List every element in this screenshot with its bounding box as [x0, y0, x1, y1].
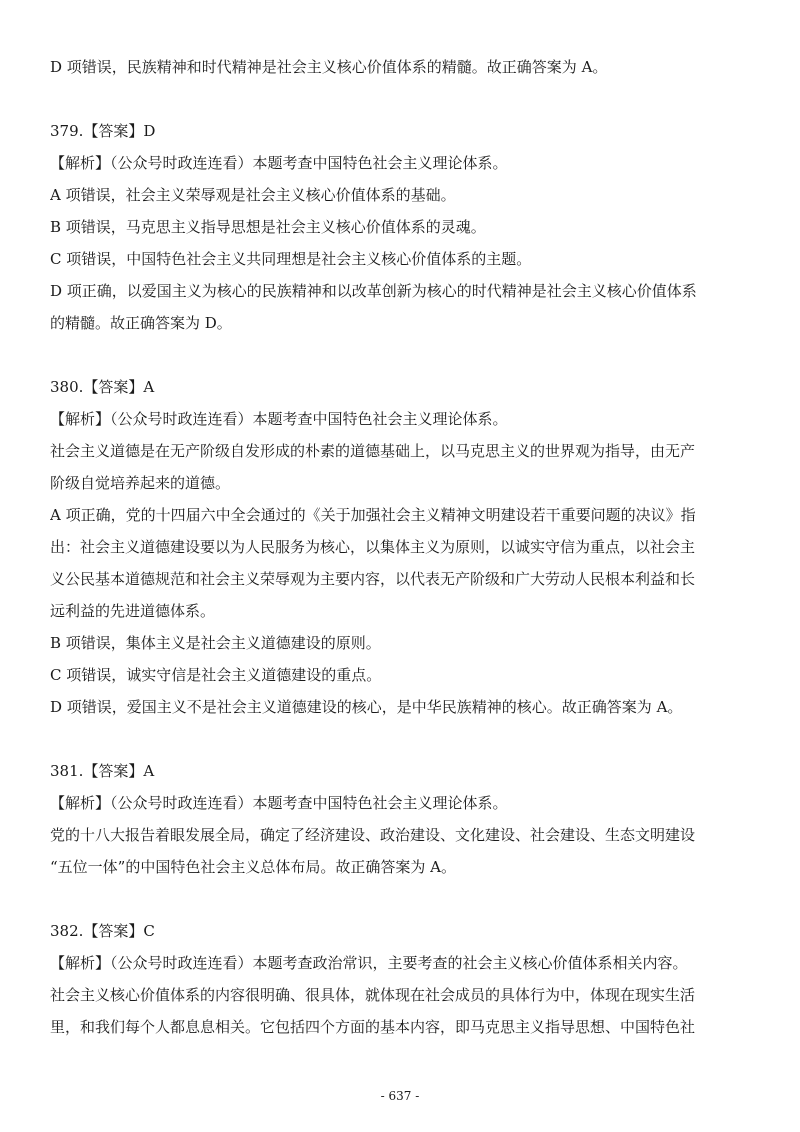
text-line: C 项错误，中国特色社会主义共同理想是社会主义核心价值体系的主题。 — [50, 250, 532, 268]
text-line: 阶级自觉培养起来的道德。 — [50, 474, 231, 492]
text-line: A 项正确，党的十四届六中全会通过的《关于加强社会主义精神文明建设若干重要问题的决议》指 — [50, 506, 696, 524]
text-line: B 项错误，马克思主义指导思想是社会主义核心价值体系的灵魂。 — [50, 218, 486, 236]
text-line: 的精髓。故正确答案为 D。 — [50, 314, 232, 332]
analysis-line: 【解析】（公众号时政连连看）本题考查政治常识，主要考查的社会主义核心价值体系相关内容。 — [50, 954, 688, 972]
text-line: B 项错误，集体主义是社会主义道德建设的原则。 — [50, 634, 381, 652]
text-line: D 项错误，爱国主义不是社会主义道德建设的核心，是中华民族精神的核心。故正确答案为 A。 — [50, 698, 683, 716]
text-line: 党的十八大报告着眼发展全局，确定了经济建设、政治建设、文化建设、社会建设、生态文明建设 — [50, 826, 696, 844]
question-heading: 379.【答案】D — [50, 122, 156, 140]
analysis-line: 【解析】（公众号时政连连看）本题考查中国特色社会主义理论体系。 — [50, 410, 508, 428]
page-number: - 637 - — [380, 1089, 420, 1103]
text-line: 社会主义道德是在无产阶级自发形成的朴素的道德基础上，以马克思主义的世界观为指导，由无产 — [50, 442, 696, 460]
question-heading: 382.【答案】C — [50, 922, 155, 940]
text-line: A 项错误，社会主义荣辱观是社会主义核心价值体系的基础。 — [50, 186, 456, 204]
text-line: “五位一体”的中国特色社会主义总体布局。故正确答案为 A。 — [50, 858, 456, 876]
text-line: 里，和我们每个人都息息相关。它包括四个方面的基本内容，即马克思主义指导思想、中国特色社 — [50, 1018, 696, 1036]
text-line: 出：社会主义道德建设要以为人民服务为核心，以集体主义为原则，以诚实守信为重点，以社会主 — [50, 538, 696, 556]
analysis-line: 【解析】（公众号时政连连看）本题考查中国特色社会主义理论体系。 — [50, 154, 508, 172]
question-heading: 381.【答案】A — [50, 762, 155, 780]
text-line: 社会主义核心价值体系的内容很明确、很具体，就体现在社会成员的具体行为中，体现在现实生活 — [50, 986, 696, 1004]
text-line: D 项错误，民族精神和时代精神是社会主义核心价值体系的精髓。故正确答案为 A。 — [50, 58, 608, 76]
text-line: 远利益的先进道德体系。 — [50, 602, 216, 620]
text-line: C 项错误，诚实守信是社会主义道德建设的重点。 — [50, 666, 382, 684]
text-line: D 项正确，以爱国主义为核心的民族精神和以改革创新为核心的时代精神是社会主义核心价值体系 — [50, 282, 697, 300]
text-line: 义公民基本道德规范和社会主义荣辱观为主要内容，以代表无产阶级和广大劳动人民根本利益和长 — [50, 570, 696, 588]
analysis-line: 【解析】（公众号时政连连看）本题考查中国特色社会主义理论体系。 — [50, 794, 508, 812]
question-heading: 380.【答案】A — [50, 378, 155, 396]
